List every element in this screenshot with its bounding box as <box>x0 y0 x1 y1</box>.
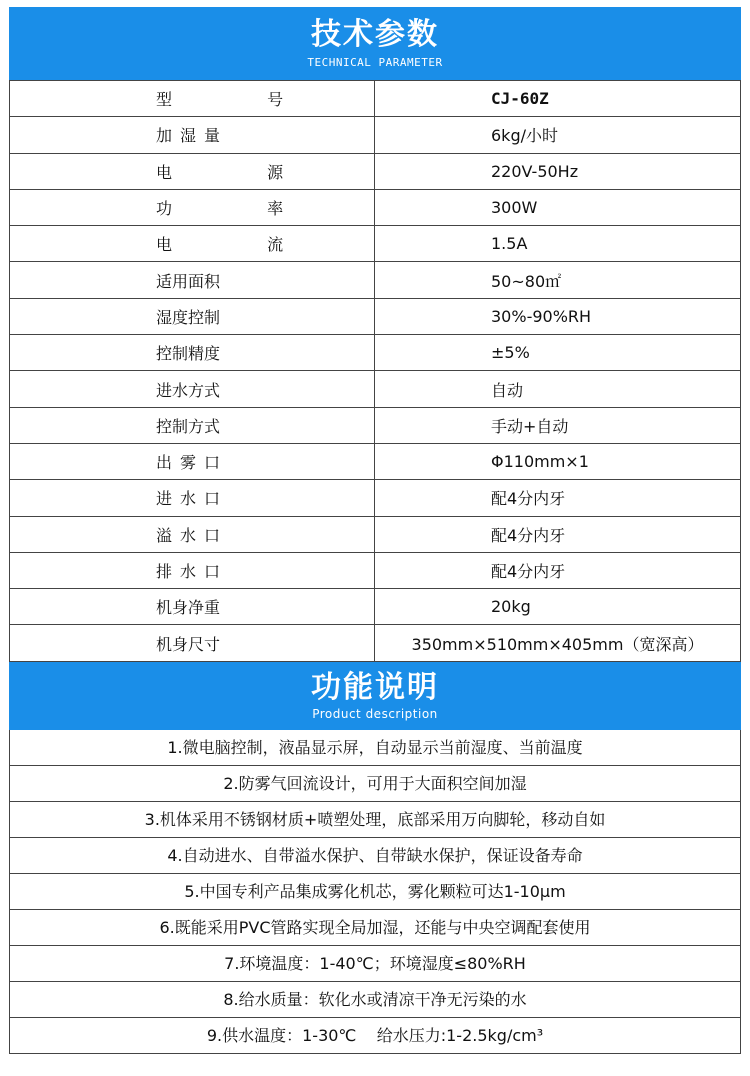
tech-banner <box>9 7 741 80</box>
feature-list <box>9 730 741 1054</box>
table-row <box>10 226 741 262</box>
spec-value: 1.5A <box>375 226 741 262</box>
list-item: 1.微电脑控制，液晶显示屏，自动显示当前湿度、当前温度 <box>9 730 741 766</box>
list-item: 9.供水温度：1-30℃ 给水压力:1-2.5kg/cm³ <box>9 1018 741 1054</box>
list-item: 4.自动进水、自带溢水保护、自带缺水保护，保证设备寿命 <box>9 838 741 874</box>
spec-value: ±5% <box>375 335 741 371</box>
spec-value: 6kg/小时 <box>375 117 741 153</box>
spec-label: 机身尺寸 <box>10 625 375 661</box>
spec-value: 300W <box>375 189 741 225</box>
table-row <box>10 589 741 625</box>
spec-value: 配4分内牙 <box>375 552 741 588</box>
spec-label: 电 流 <box>10 226 375 262</box>
spec-value: CJ-60Z <box>375 81 741 117</box>
list-item: 3.机体采用不锈钢材质+喷塑处理，底部采用万向脚轮，移动自如 <box>9 802 741 838</box>
table-row <box>10 262 741 298</box>
spec-label: 适用面积 <box>10 262 375 298</box>
table-row <box>10 625 741 661</box>
table-row <box>10 298 741 334</box>
list-item: 8.给水质量：软化水或清凉干净无污染的水 <box>9 982 741 1018</box>
table-row <box>10 153 741 189</box>
spec-sheet <box>9 0 741 1054</box>
spec-value: 配4分内牙 <box>375 516 741 552</box>
spec-label: 出雾口 <box>10 443 375 479</box>
table-row <box>10 189 741 225</box>
tech-title: 技术参数 <box>311 17 439 52</box>
spec-value: 220V-50Hz <box>375 153 741 189</box>
table-row <box>10 443 741 479</box>
spec-label: 湿度控制 <box>10 298 375 334</box>
spec-value: 自动 <box>375 371 741 407</box>
spec-label: 控制精度 <box>10 335 375 371</box>
spec-label: 控制方式 <box>10 407 375 443</box>
spec-value: 30%-90%RH <box>375 298 741 334</box>
spec-value: 配4分内牙 <box>375 480 741 516</box>
tech-subtitle: TECHNICAL PARAMETER <box>307 56 443 69</box>
spec-value: Φ110mm×1 <box>375 443 741 479</box>
table-row <box>10 407 741 443</box>
spec-label: 溢水口 <box>10 516 375 552</box>
spec-label: 排水口 <box>10 552 375 588</box>
list-item: 7.环境温度：1-40℃；环境湿度≤80%RH <box>9 946 741 982</box>
spec-value: 50~80㎡ <box>375 262 741 298</box>
spec-label: 进水方式 <box>10 371 375 407</box>
spec-value: 手动+自动 <box>375 407 741 443</box>
table-row <box>10 480 741 516</box>
table-row <box>10 117 741 153</box>
spec-label: 机身净重 <box>10 589 375 625</box>
table-row <box>10 81 741 117</box>
table-row <box>10 371 741 407</box>
spec-value: 20kg <box>375 589 741 625</box>
list-item: 2.防雾气回流设计，可用于大面积空间加湿 <box>9 766 741 802</box>
spec-label: 电 源 <box>10 153 375 189</box>
spec-value: 350mm×510mm×405mm（宽深高） <box>375 625 741 661</box>
table-row <box>10 552 741 588</box>
spec-table <box>9 80 741 662</box>
spec-label: 加湿量 <box>10 117 375 153</box>
spec-label: 型 号 <box>10 81 375 117</box>
func-banner <box>9 662 741 730</box>
list-item: 5.中国专利产品集成雾化机芯，雾化颗粒可达1-10μm <box>9 874 741 910</box>
list-item: 6.既能采用PVC管路实现全局加湿，还能与中央空调配套使用 <box>9 910 741 946</box>
spec-label: 功 率 <box>10 189 375 225</box>
func-title: 功能说明 <box>311 669 439 705</box>
spec-label: 进水口 <box>10 480 375 516</box>
table-row <box>10 516 741 552</box>
table-row <box>10 335 741 371</box>
func-subtitle: Product description <box>312 706 438 721</box>
